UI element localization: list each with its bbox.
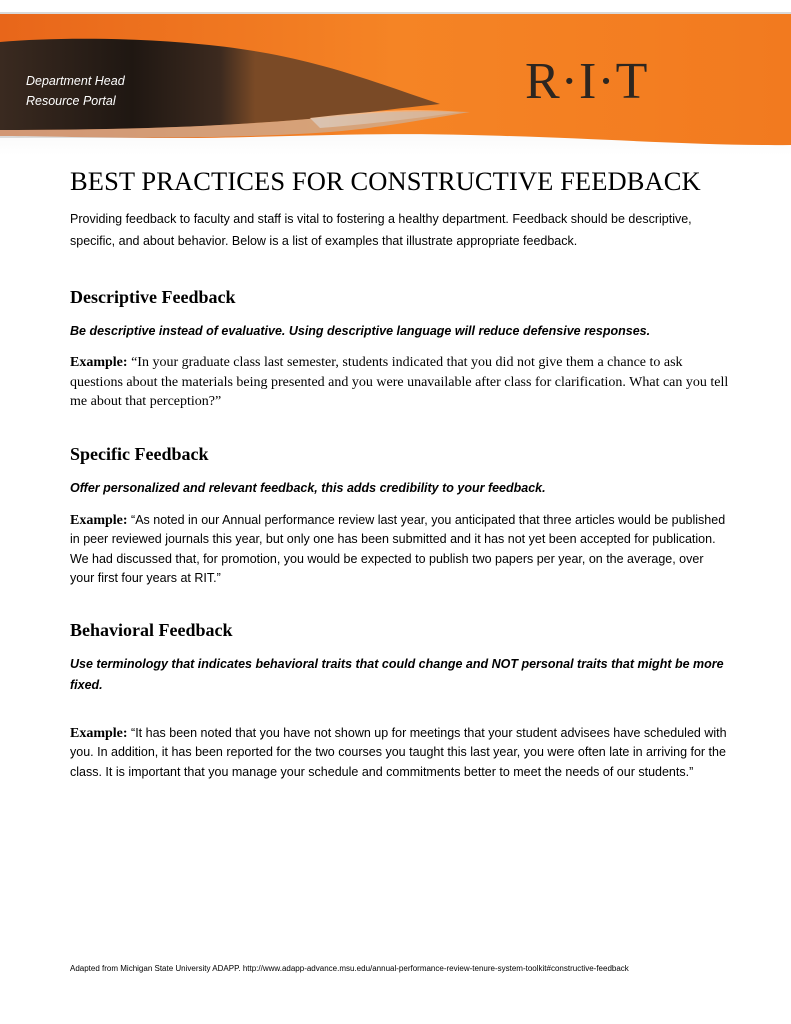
example-label: Example: [70, 725, 128, 741]
section-heading: Specific Feedback [70, 443, 209, 464]
intro-paragraph: Providing feedback to faculty and staff is vital to fostering a healthy department. Feedback should be descriptive, specific, and about behavior. Below is a list of examples that illustrate appropriate feedback. [70, 212, 692, 248]
section-guidance: Use terminology that indicates behavioral traits that could change and NOT personal traits that might be more fixed. [70, 656, 724, 692]
example-text: “It has been noted that you have not shown up for meetings that your student advisees have scheduled with you. In addition, it has been reported for the two courses you taught this last year, you were often late in arriving for the class. It is important that you manage your schedule and commitments better to meet the needs of our students.” [70, 725, 727, 779]
header-banner [0, 0, 791, 165]
section-heading: Descriptive Feedback [70, 287, 236, 307]
section-behavioral [70, 618, 730, 783]
example-label: Example: [70, 512, 128, 528]
section-specific [70, 442, 730, 589]
example-text: “In your graduate class last semester, students indicated that you did not give them a chance to ask questions about the materials being presented and you were unavailable after class for clarification. What can you tell me about that perception?” [70, 355, 729, 409]
rit-logo: R·I·T [525, 53, 649, 110]
portal-title [26, 71, 125, 111]
section-example [70, 724, 730, 783]
example-label: Example: [70, 355, 128, 370]
portal-title-line1: Department Head [26, 74, 125, 88]
page-title: BEST PRACTICES FOR CONSTRUCTIVE FEEDBACK [70, 166, 701, 196]
section-guidance: Offer personalized and relevant feedback, this adds credibility to your feedback. [70, 480, 546, 495]
footer-citation: Adapted from Michigan State University ADAPP. http://www.adapp-advance.msu.edu/annual-performance-review-tenure-system-toolkit#constructive-feedback [70, 964, 629, 973]
section-example [70, 353, 730, 412]
section-guidance: Be descriptive instead of evaluative. Using descriptive language will reduce defensive responses. [70, 324, 651, 338]
example-text: “As noted in our Annual performance review last year, you anticipated that three articles would be published in peer reviewed journals this year, but only one has been submitted and it has not yet been accepted for publication. We had discussed that, for promotion, you would be expected to publish two papers per year, on the average, over your first four years at RIT.” [70, 512, 726, 585]
section-descriptive [70, 285, 730, 412]
section-example [70, 511, 730, 589]
document-body [70, 164, 730, 782]
portal-title-line2: Resource Portal [26, 94, 116, 108]
section-heading: Behavioral Feedback [70, 619, 233, 640]
